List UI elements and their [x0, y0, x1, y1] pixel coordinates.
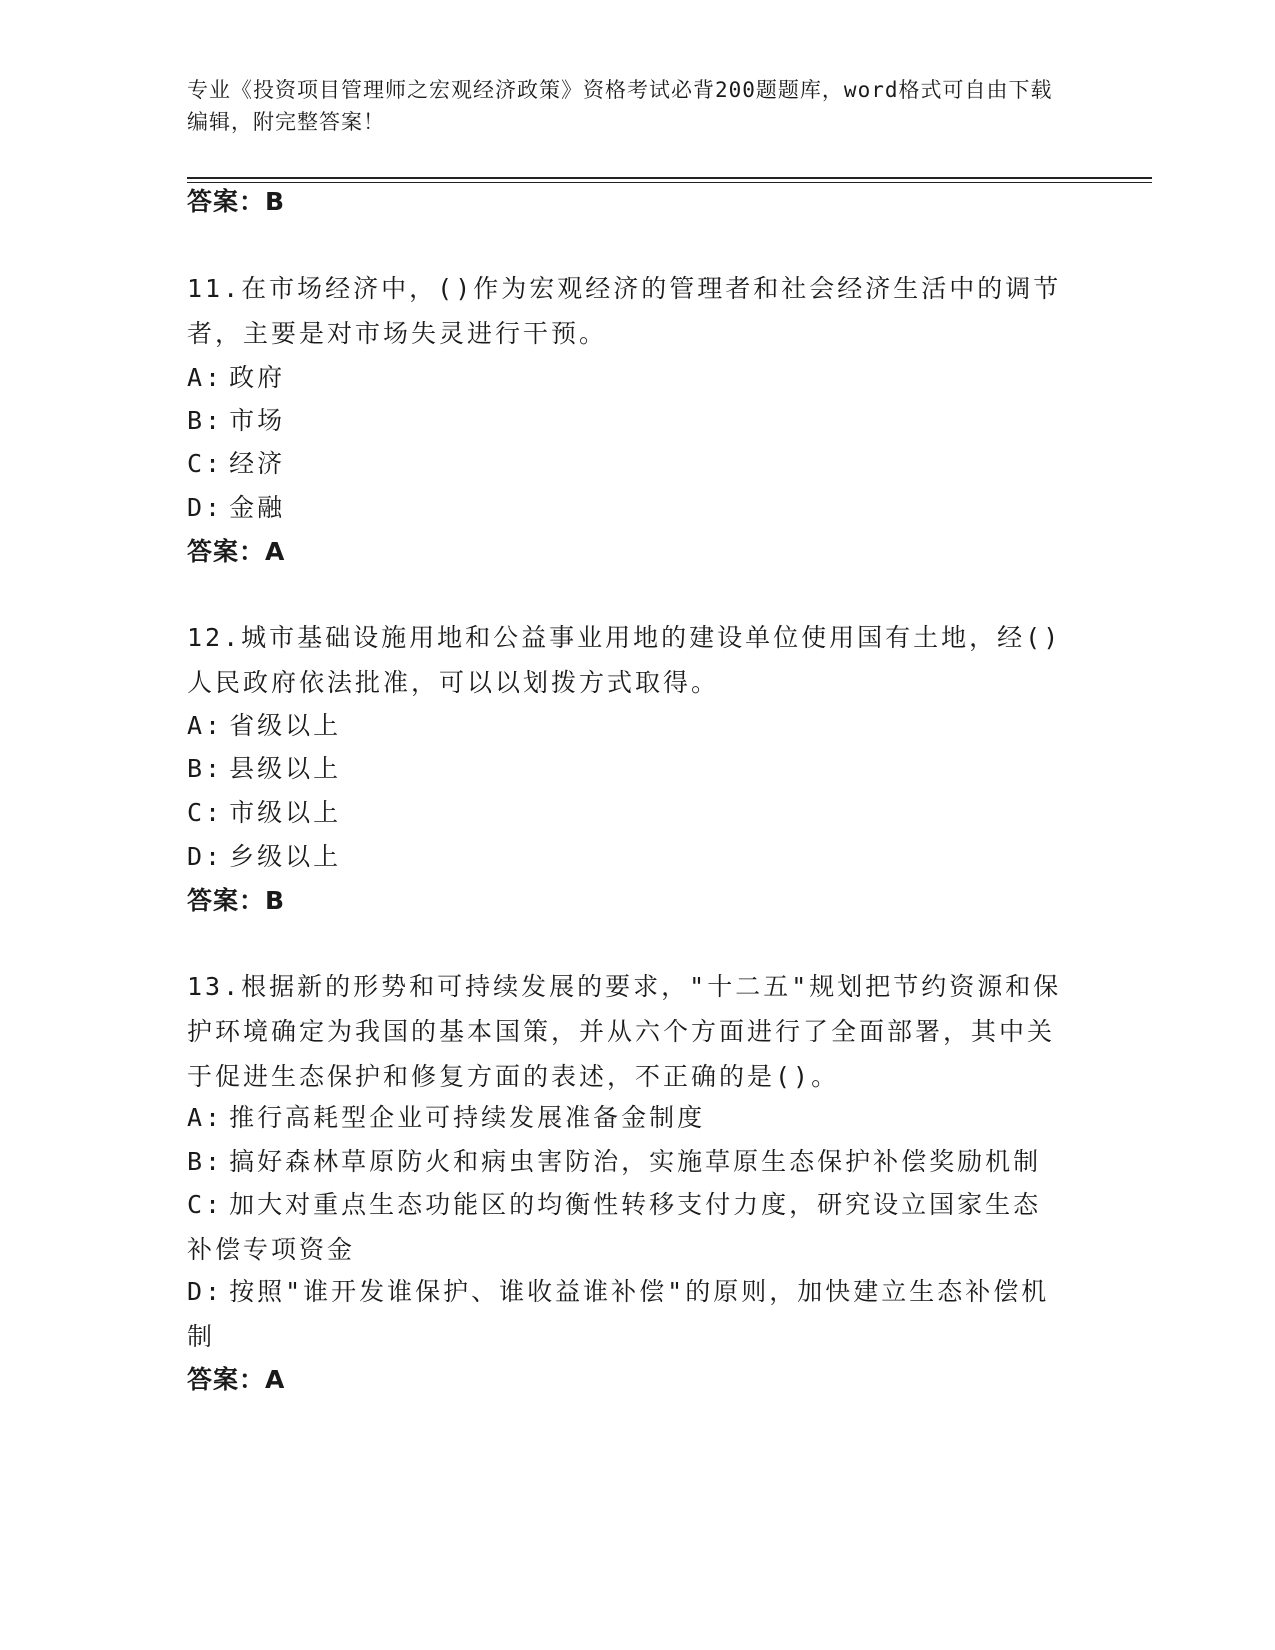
question-13-option-c [187, 1182, 1067, 1272]
option-letter: C: [187, 449, 224, 478]
option-letter: D: [187, 493, 224, 522]
option-letter: C: [187, 1190, 224, 1219]
question-11-option-d [187, 485, 1067, 530]
option-letter: B: [187, 754, 224, 783]
question-12-option-c [187, 790, 1067, 835]
question-13-stem: 13.根据新的形势和可持续发展的要求，"十二五"规划把节约资源和保护环境确定为我国的基本国策，并从六个方面进行了全面部署，其中关于促进生态保护和修复方面的表述，不正确的是()。 [187, 972, 1062, 1091]
question-11-stem: 11.在市场经济中，()作为宏观经济的管理者和社会经济生活中的调节者，主要是对市场失灵进行干预。 [187, 274, 1062, 348]
option-text: 加大对重点生态功能区的均衡性转移支付力度，研究设立国家生态补偿专项资金 [187, 1190, 1042, 1264]
option-text: 乡级以上 [229, 842, 342, 871]
header-divider-thick [187, 177, 1152, 179]
question-12-answer: 答案：B [187, 886, 286, 915]
answer-prev: 答案：B [187, 187, 286, 216]
option-text: 推行高耗型企业可持续发展准备金制度 [229, 1103, 706, 1132]
question-12-option-a [187, 703, 1067, 748]
option-text: 搞好森林草原防火和病虫害防治，实施草原生态保护补偿奖励机制 [229, 1147, 1042, 1176]
option-letter: B: [187, 1147, 224, 1176]
option-text: 金融 [229, 493, 286, 522]
option-letter: A: [187, 711, 224, 740]
option-letter: A: [187, 1103, 224, 1132]
question-11-option-a [187, 355, 1067, 400]
option-letter: C: [187, 798, 224, 827]
option-letter: D: [187, 842, 224, 871]
header-divider-thin [187, 182, 1152, 183]
question-13-option-b [187, 1139, 1067, 1184]
question-12-stem: 12.城市基础设施用地和公益事业用地的建设单位使用国有土地，经()人民政府依法批准，可以以划拨方式取得。 [187, 623, 1062, 697]
option-letter: B: [187, 406, 224, 435]
question-13-answer: 答案：A [187, 1365, 286, 1394]
option-letter: D: [187, 1277, 224, 1306]
question-12-option-d [187, 834, 1067, 879]
option-text: 市场 [229, 406, 286, 435]
question-13-option-a [187, 1095, 1067, 1140]
option-text: 省级以上 [229, 711, 342, 740]
question-11-answer: 答案：A [187, 537, 286, 566]
option-text: 经济 [229, 449, 286, 478]
option-text: 按照"谁开发谁保护、谁收益谁补偿"的原则，加快建立生态补偿机制 [187, 1277, 1050, 1351]
question-11-option-b [187, 398, 1067, 443]
question-13-option-d [187, 1269, 1067, 1359]
option-text: 政府 [229, 363, 286, 392]
question-11-option-c [187, 441, 1067, 486]
option-text: 市级以上 [229, 798, 342, 827]
question-12-option-b [187, 746, 1067, 791]
page-header: 专业《投资项目管理师之宏观经济政策》资格考试必背200题题库，word格式可自由下载编辑，附完整答案！ [187, 78, 1053, 134]
option-text: 县级以上 [229, 754, 342, 783]
option-letter: A: [187, 363, 224, 392]
